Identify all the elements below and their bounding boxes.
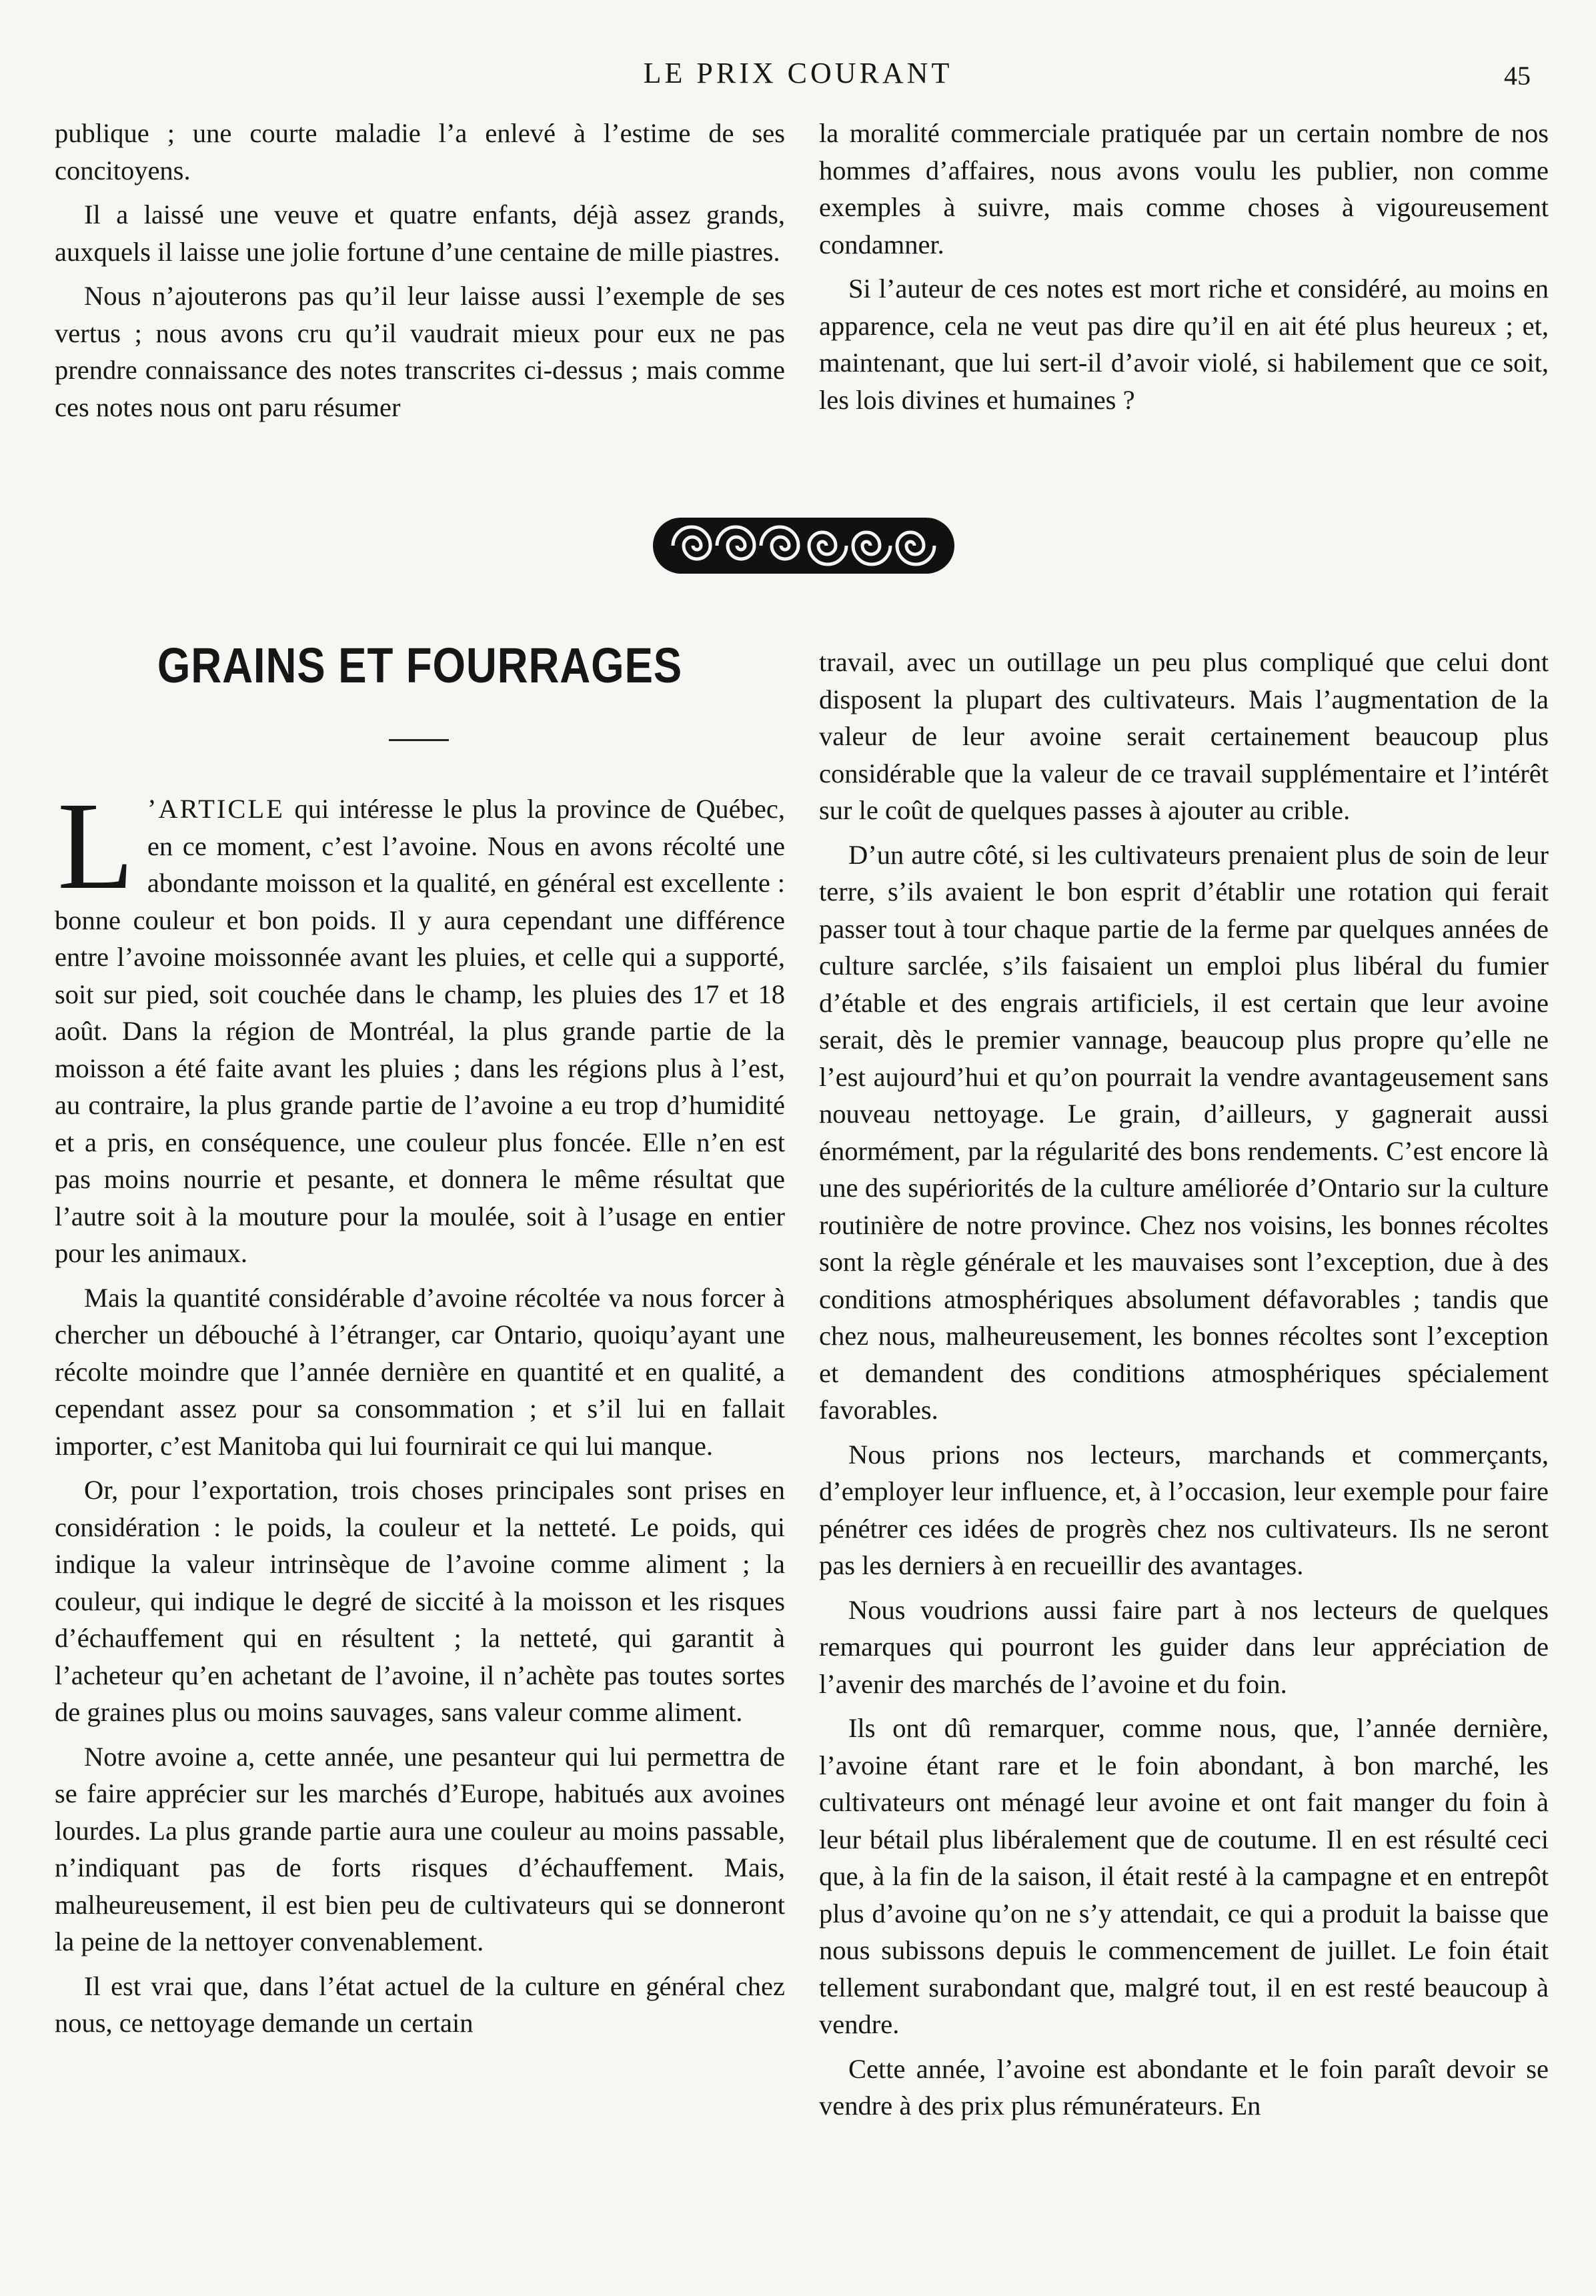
lead-paragraph <box>55 776 785 1272</box>
paragraph: publique ; une courte maladie l’a enlevé à l’estime de ses concitoyens. <box>55 118 785 185</box>
paragraph: Nous n’ajouterons pas qu’il leur laisse aussi l’exemple de ses vertus ; nous avons cru qu’il vaudrait mieux pour eux ne pas prendre connaissance des notes transcrites ci-dessus ; mais comme ces notes nous ont paru résumer <box>55 281 785 422</box>
paragraph: Cette année, l’avoine est abondante et le foin paraît devoir se vendre à des prix plus rémunérateurs. En <box>819 2053 1549 2121</box>
spiral-ornament-icon <box>650 512 957 579</box>
article-right-column <box>819 644 1549 2125</box>
lead-paragraph-text: qui intéresse le plus la province de Québec, en ce moment, c’est l’avoine. Nous en avons récolté une abondante moisson et la qualité, en général est excellente : bonne couleur et bon poids. Il y aura cependant une différence entre l’avoine moissonnée avant les pluies, et celle qui a supporté, soit sur pied, soit couchée dans le champ, les pluies des 17 et 18 août. Dans la région de Montréal, la plus grande partie de la moisson a été faite avant les pluies ; dans les régions plus à l’est, au contraire, la plus grande partie de l’avoine a eu trop d’humidité et a pris, en conséquence, une couleur plus foncée. Elle n’en est pas moins nourrie et pesante, et donnera le même résultat que l’autre soit à la mouture pour la moulée, soit à l’usage en entier pour les animaux. <box>55 794 785 1268</box>
paragraph: travail, avec un outillage un peu plus compliqué que celui dont disposent la plupart des cultivateurs. Mais l’augmentation de la valeur de leur avoine serait certainement beaucoup plus considérable que la valeur de ce travail supplémentaire et l’intérêt sur le coût de quelques passes à ajouter au crible. <box>819 647 1549 825</box>
drop-cap: L <box>57 776 134 915</box>
lead-word: ’ARTICLE <box>147 794 285 824</box>
paragraph: Si l’auteur de ces notes est mort riche et considéré, au moins en apparence, cela ne veut pas dire qu’il en ait été plus heureux ; et, maintenant, que lui sert-il d’avoir violé, si habilement que ce soit, les lois divines et humaines ? <box>819 273 1549 415</box>
paragraph: D’un autre côté, si les cultivateurs prenaient plus de soin de leur terre, s’ils avaient le bon esprit d’établir une rotation qui ferait passer tout à tour chaque partie de la ferme par quelques années de culture sarclée, s’ils faisaient un emploi plus libéral du fumier d’étable et des engrais artificiels, il est certain que leur avoine serait, dès le premier vannage, beaucoup plus propre qu’elle ne l’est aujourd’hui et qu’on pourrait la vendre avantageusement sans nouveau nettoyage. Le grain, d’ailleurs, y gagnerait aussi énormément, par la régularité des bons rendements. C’est encore là une des supériorités de la culture améliorée d’Ontario sur la culture routinière de notre province. Chez nos voisins, les bonnes récoltes sont la règle générale et les mauvaises sont l’exception, due à des conditions atmosphériques absolument défavorables ; tandis que chez nous, malheureusement, les bonnes récoltes sont l’exception et demandent des conditions atmosphériques spécialement favorables. <box>819 839 1549 1425</box>
page-number: 45 <box>1504 61 1531 91</box>
paragraph: Notre avoine a, cette année, une pesanteur qui lui permettra de se faire apprécier sur les marchés d’Europe, habitués aux avoines lourdes. La plus grande partie aura une couleur au moins passable, n’indiquant pas de forts risques d’échauffement. Mais, malheureusement, il est bien peu de cultivateurs qui se donneront la peine de la nettoyer convenablement. <box>55 1741 785 1956</box>
paragraph: Nous voudrions aussi faire part à nos lecteurs de quelques remarques qui pourront les guider dans leur appréciation de l’avenir des marchés de l’avoine et du foin. <box>819 1594 1549 1699</box>
paragraph: Mais la quantité considérable d’avoine récoltée va nous forcer à chercher un débouché à l’étranger, car Ontario, quoiqu’ayant une récolte moindre que l’année dernière en quantité et en qualité, a cependant assez pour sa consommation ; et s’il lui en fallait importer, c’est Manitoba qui lui fournirait ce qui lui manque. <box>55 1282 785 1461</box>
publication-title: LE PRIX COURANT <box>643 57 953 89</box>
paragraph: Il a laissé une veuve et quatre enfants, déjà assez grands, auxquels il laisse une jolie fortune d’une centaine de mille piastres. <box>55 199 785 267</box>
article-title: GRAINS ET FOURRAGES <box>157 638 683 693</box>
article-left-column <box>55 776 785 2042</box>
paragraph: Ils ont dû remarquer, comme nous, que, l’année dernière, l’avoine étant rare et le foin abondant, à bon marché, les cultivateurs ont ménagé leur avoine et ont fait manger du foin à leur bétail plus libéralement que de coutume. Il en est résulté ceci que, à la fin de la saison, il était resté à la campagne et en entrepôt plus d’avoine qu’on ne s’y attendait, ce qui a produit la baisse que nous subissons depuis le commencement de juillet. Le foin était tellement surabondant que, malgré tout, il en est resté beaucoup à vendre. <box>819 1713 1549 2039</box>
page-header <box>0 52 1596 99</box>
title-divider <box>389 739 449 741</box>
paragraph: Or, pour l’exportation, trois choses principales sont prises en considération : le poids, la couleur et la netteté. Le poids, qui indique la valeur intrinsèque de l’avoine comme aliment ; la couleur, qui indique le degré de siccité à la moisson et les risques d’échauffement qui en résultent ; la netteté, qui garantit à l’acheteur qu’en achetant de l’avoine, il n’achète pas toutes sortes de graines plus ou moins sauvages, sans valeur comme aliment. <box>55 1475 785 1727</box>
paragraph: Il est vrai que, dans l’état actuel de la culture en général chez nous, ce nettoyage demande un certain <box>55 1970 785 2038</box>
paragraph: la moralité commerciale pratiquée par un certain nombre de nos hommes d’affaires, nous avons voulu les publier, non comme exemples à suivre, mais comme choses à vigoureusement condamner. <box>819 118 1549 259</box>
paragraph: Nous prions nos lecteurs, marchands et commerçants, d’employer leur influence, et, à l’occasion, leur exemple pour faire pénétrer ces idées de progrès chez nos cultivateurs. Ils ne seront pas les derniers à en recueillir des avantages. <box>819 1439 1549 1580</box>
top-right-column <box>819 115 1549 418</box>
top-left-column <box>55 115 785 426</box>
